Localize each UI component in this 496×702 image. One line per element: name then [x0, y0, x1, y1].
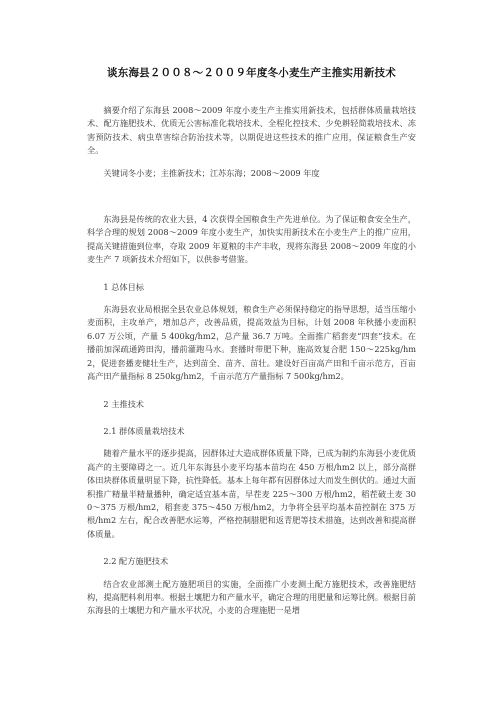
article-body: [87, 104, 416, 618]
intro-paragraph: 东海县是传统的农业大县，4 次获得全国粮食生产先进单位。为了保证粮食安全生产，科学合理的规划 2008～2009 年度小麦生产，加快实用新技术在小麦生产上的推广应用，提高关键措施到位率，夺取 2009 年夏粮的丰产丰收，现将东海县 2008～2009 年度的小麦生产 7 项新技术介绍如下，以供参考借鉴。: [87, 214, 416, 265]
article-title: 谈东海县２００８～２００９年度冬小麦生产主推实用新技术: [107, 67, 396, 79]
section-text-population: 随着产量水平的逐步提高，因群体过大造成群体质量下降，已成为制约东海县小麦优质高产的主要障碍之一。近几年东海县小麦平均基本苗均在 450 万根/hm2 以上，部分高群体田块群体质量明显下降，抗性降低。基本上每年都有因群体过大而发生倒伏的。通过大面积推广精量半精量播种，确定适宜基本苗，早茬麦 225～300 万根/hm2，稻茬破土麦 300～375 万根/hm2，稻套麦 375～450 万根/hm2，力争将全县平均基本苗控制在 375 万根/hm2 左右，配合改善肥水运筹，严格控制腊肥和返青肥等技术措施，达到改善和提高群体质量。: [87, 448, 416, 539]
abstract-paragraph: 摘要介绍了东海县 2008～2009 年度小麦生产主推实用新技术，包括群体质量栽培技术、配方施肥技术、优质无公害标准化栽培技术、全程化控技术、少免耕轻简栽培技术、冻害预防技术、病虫草害综合防治技术等，以期促进这些技术的推广应用，保证粮食生产安全。: [87, 105, 416, 156]
keywords-line: 关键词冬小麦；主推新技术；江苏东海；2008～2009 年度: [103, 167, 320, 178]
section-heading-fertilizer: 2.2 配方施肥技术: [103, 556, 169, 567]
section-heading-population: 2.1 群体质量栽培技术: [103, 425, 185, 436]
section-text-goals: 东海县农业局根据全县农业总体规划，粮食生产必须保持稳定的指导思想，适当压缩小麦面积，主攻单产，增加总产，改善品质，提高效益为目标，计划 2008 年秋播小麦面积 6.07 万公顷，产量 5 400kg/hm2，总产量 36.7 万吨。全面推广稻套麦“四套”技术。在播前加深疏通跨田沟，播前灌跑马水。套播时带肥下种，施高效复合肥 150～225kg/hm2，促进套播麦健壮生产，达到苗全、苗齐、苗壮。建设好百亩高产田和千亩示范方，百亩高产田产量指标 8 250kg/hm2，千亩示范方产量指标 7 500kg/hm2。: [87, 304, 416, 382]
section-heading-main-tech: 2 主推技术: [103, 398, 144, 409]
section-text-fertilizer: 结合农业部测土配方施肥项目的实施，全面推广小麦测土配方施肥技术，改善施肥结构，提高肥料利用率。根据土壤肥力和产量水平，确定合理的用肥量和运筹比例。根据目前东海县的土壤肥力和产量水平状况，小麦的合理施肥一是增: [87, 578, 416, 616]
section-heading-goals: 1 总体目标: [103, 281, 144, 292]
